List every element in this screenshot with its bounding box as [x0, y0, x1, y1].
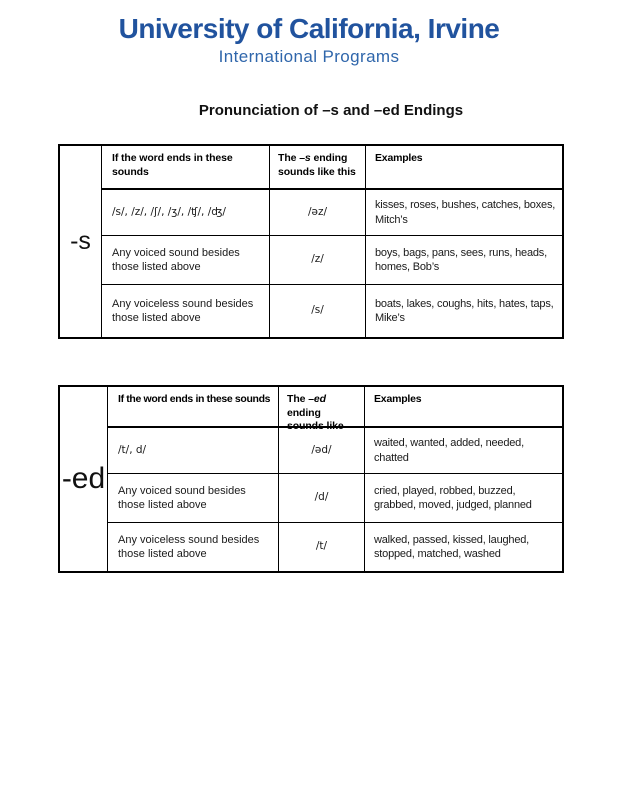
ending-cell: /z/: [269, 235, 365, 284]
col-header-examples: Examples: [365, 146, 562, 188]
sounds-cell: Any voiced sound besides those listed above: [108, 473, 278, 522]
col-header-examples: Examples: [364, 387, 562, 426]
ending-cell: /d/: [278, 473, 364, 522]
table-label-ed: -ed: [60, 387, 108, 571]
ed-endings-table: [58, 385, 564, 573]
table-label-s: -s: [60, 146, 102, 337]
examples-cell: kisses, roses, bushes, catches, boxes, Mitch’s: [365, 188, 562, 235]
s-endings-table: [58, 144, 564, 339]
examples-cell: walked, passed, kissed, laughed, stopped, matched, washed: [364, 522, 562, 571]
sounds-cell: Any voiceless sound besides those listed above: [108, 522, 278, 571]
col-header-ending: [278, 387, 364, 433]
col-header-ending: [269, 146, 365, 188]
examples-cell: boys, bags, pans, sees, runs, heads, homes, Bob’s: [365, 235, 562, 284]
page-title: Pronunciation of –s and –ed Endings: [198, 102, 464, 119]
s-table-grid: [102, 146, 562, 337]
examples-cell: boats, lakes, coughs, hits, hates, taps, Mike’s: [365, 284, 562, 337]
university-name: University of California, Irvine: [118, 13, 500, 44]
sounds-cell: /t/, d/: [108, 426, 278, 473]
examples-cell: waited, wanted, added, needed, chatted: [364, 426, 562, 473]
sounds-cell: /s/, /z/, /ʃ/, /ʒ/, /ʧ/, /ʤ/: [102, 188, 269, 235]
sounds-cell: Any voiced sound besides those listed above: [102, 235, 269, 284]
col-header-sounds: If the word ends in these sounds: [112, 152, 233, 178]
ed-table-grid: [108, 387, 562, 571]
ending-cell: /s/: [269, 284, 365, 337]
ending-cell: /əd/: [278, 426, 364, 473]
col-header-sounds: If the word ends in these sounds: [118, 393, 271, 405]
uci-header: [0, 0, 618, 67]
examples-cell: cried, played, robbed, buzzed, grabbed, moved, judged, planned: [364, 473, 562, 522]
program-name: International Programs: [218, 47, 400, 66]
col-header-ending-text: The –s ending sounds like this: [278, 152, 356, 178]
col-header-ending-text: The –ed ending sounds like: [287, 393, 344, 433]
sounds-cell: Any voiceless sound besides those listed above: [102, 284, 269, 337]
ending-cell: /t/: [278, 522, 364, 571]
ending-cell: /əz/: [269, 188, 365, 235]
